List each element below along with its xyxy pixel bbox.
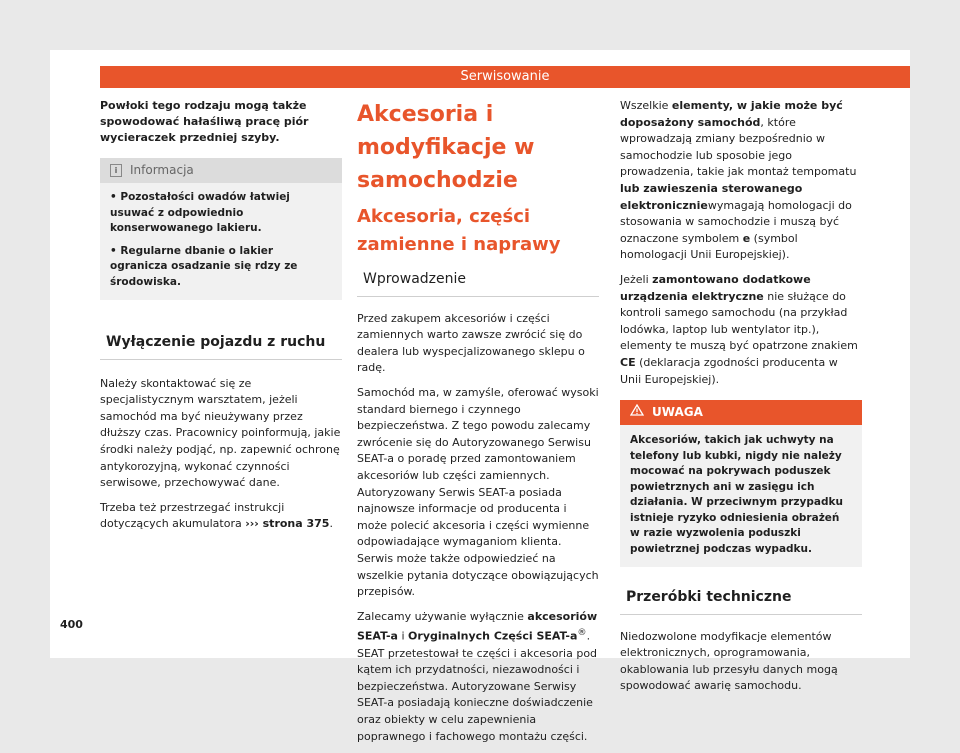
paragraph: Przed zakupem akcesoriów i części zamiennych warto zawsze zwrócić się do dealera lub wyspecjalizowanego sklepu o radę. <box>357 311 585 375</box>
warning-text: Akcesoriów, takich jak uchwyty na telefony lub kubki, nigdy nie należy mocować na pokrywach poduszek powietrznych ani w zasięgu ich działania. W przeciwnym przypadku istnieje ryzyko odniesienia obrażeń w razie wyzwolenia poduszki powietrznej podczas wypadku. <box>630 434 843 555</box>
paragraph: Jeżeli zamontowano dodatkowe urządzenia elektryczne nie służące do kontroli samego samochodu (na przykład lodówka, laptop lub wentylator itp.), elementy te muszą być opatrzone znakiem CE (deklaracja zgodności producenta w Unii Europejskiej). <box>620 272 858 386</box>
section-title: Akcesoria, części zamienne i naprawy <box>357 206 561 255</box>
page-reference-link[interactable]: ››› strona 375 <box>245 517 330 531</box>
manual-page <box>50 50 910 743</box>
paragraph: Niedozwolone modyfikacje elementów elektronicznych, oprogramowania, okablowania lub przesyłu danych mogą spowodować awarię samochodu. <box>620 629 838 693</box>
paragraph: Należy skontaktować się ze specjalistycznym warsztatem, jeżeli samochód ma być nieużywany przez dłuższy czas. Pracownicy poinformują, jakie środki należy podjąć, np. zapewnić ochronę antykorozyjną, wykonać czynności serwisowe, przechowywać dane. <box>100 376 341 490</box>
info-icon: i <box>110 164 122 177</box>
info-box-header <box>100 158 342 183</box>
column-middle <box>357 98 599 753</box>
paragraph: Wszelkie elementy, w jakie może być doposażony samochód, które wprowadzają zmiany bezpośrednio w samochodzie lub sposobie jego prowadzenia, takie jak montaż tempomatu lub zawieszenia sterowanego elektroniczniewymagają homologacji do stosowania w samochodzie i muszą być oznaczone symbolem e (symbol homologacji Unii Europejskiej). <box>620 99 857 262</box>
chapter-title: Akcesoria i modyfikacje w samochodzie <box>357 102 535 193</box>
ce-mark: CE <box>620 355 636 369</box>
info-bullet: • Pozostałości owadów łatwiej usuwać z odpowiednio konserwowanego lakieru. <box>110 191 290 234</box>
section-heading-modifications: Przeróbki techniczne <box>620 589 862 615</box>
info-bullet: • Regularne dbanie o lakier ogranicza osadzanie się rdzy ze środowiska. <box>110 244 298 288</box>
info-box-title: Informacja <box>130 163 194 178</box>
page-number: 400 <box>60 618 83 631</box>
intro-note: Powłoki tego rodzaju mogą także spowodować hałaśliwą pracę piór wycieraczek przedniej szyby. <box>100 99 309 144</box>
column-left <box>100 98 342 541</box>
warning-icon <box>630 404 644 421</box>
paragraph: Zalecamy używanie wyłącznie akcesoriów SEAT-a i Oryginalnych Części SEAT-a®. SEAT przetestował te części i akcesoria pod kątem ich przydatności, niezawodności i bezpieczeństwa. Autoryzowane Serwisy SEAT-a posiadają konieczne doświadczenie oraz obiekty w celu zapewnienia poprawnego i fachowego montażu części. <box>357 609 598 743</box>
column-right <box>620 98 862 703</box>
info-box <box>100 158 342 300</box>
subsection-title: Wprowadzenie <box>357 271 599 297</box>
section-header: Serwisowanie <box>100 66 910 88</box>
paragraph: Trzeba też przestrzegać instrukcji dotyczących akumulatora ››› strona 375. <box>100 500 333 531</box>
warning-box <box>620 400 862 567</box>
section-heading-decommission: Wyłączenie pojazdu z ruchu <box>100 334 342 360</box>
paragraph: Samochód ma, w zamyśle, oferować wysoki standard biernego i czynnego bezpieczeństwa. Z tego powodu zalecamy zwrócenie się do Autoryzowanego Serwisu SEAT-a o poradę przed zamontowaniem akcesoriów lub części zamiennych. Autoryzowany Serwis SEAT-a posiada najnowsze informacje od producenta i może polecić akcesoria i części wymienne odpowiadające wymaganiom klienta. Serwis może także odpowiedzieć na wszelkie pytania dotyczące obowiązujących przepisów. <box>357 385 599 599</box>
warning-box-header <box>620 400 862 425</box>
warning-box-title: UWAGA <box>652 405 703 420</box>
